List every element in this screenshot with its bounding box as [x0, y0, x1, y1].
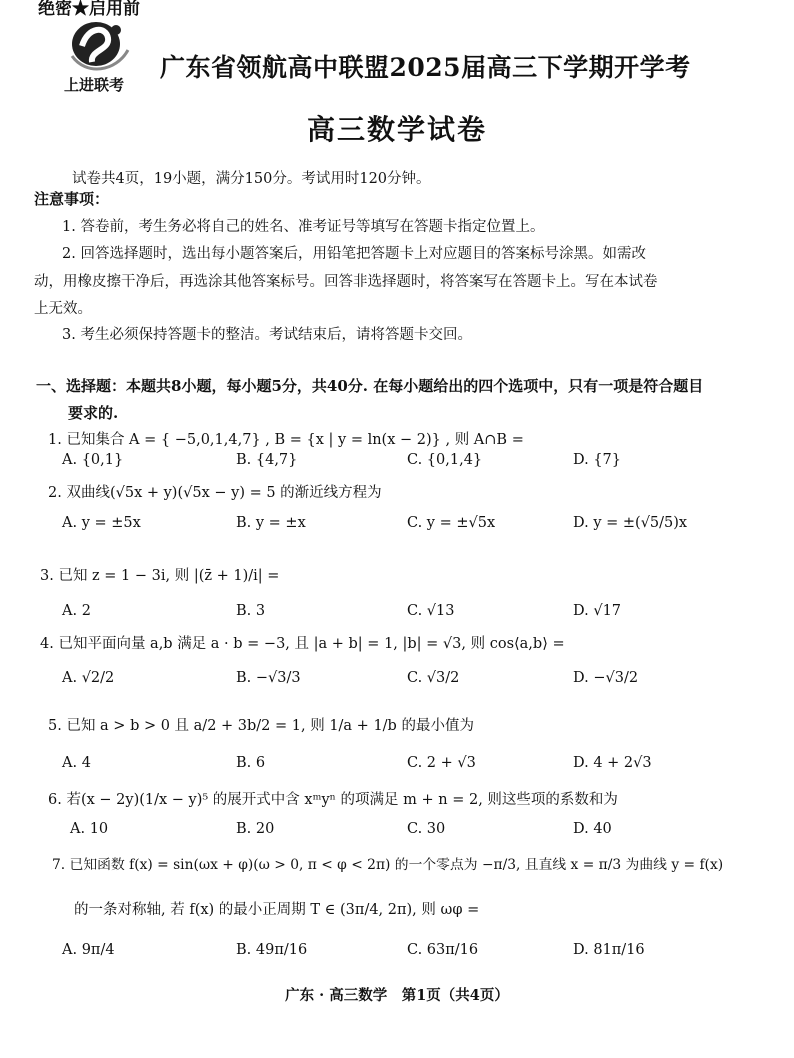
q7-option-d: D. 81π/16: [573, 942, 645, 958]
question-2: 2. 双曲线(√5x + y)(√5x − y) = 5 的渐近线方程为: [48, 485, 382, 501]
section-heading-cont: 要求的.: [68, 404, 119, 422]
q4-option-c: C. √3/2: [407, 670, 460, 686]
q2-option-d: D. y = ±(√5/5)x: [573, 515, 688, 531]
notice-item-1: 1. 答卷前，考生务必将自己的姓名、准考证号等填写在答题卡指定位置上。: [62, 219, 545, 235]
question-6: 6. 若(x − 2y)(1/x − y)⁵ 的展开式中含 xᵐyⁿ 的项满足 m + n = 2, 则这些项的系数和为: [48, 792, 618, 808]
exam-title: 广东省领航高中联盟2025届高三下学期开学考: [160, 53, 691, 82]
q5-option-c: C. 2 + √3: [407, 755, 476, 771]
question-4: 4. 已知平面向量 a,b 满足 a · b = −3, 且 |a + b| = 1, |b| = √3, 则 cos⟨a,b⟩ =: [40, 636, 565, 652]
q2-option-a: A. y = ±5x: [62, 515, 141, 531]
q3-option-b: B. 3: [236, 603, 266, 619]
question-5: 5. 已知 a > b > 0 且 a/2 + 3b/2 = 1, 则 1/a + 1/b 的最小值为: [48, 718, 474, 734]
q5-option-d: D. 4 + 2√3: [573, 755, 652, 771]
q3-option-a: A. 2: [62, 603, 91, 619]
question-7-cont: 的一条对称轴, 若 f(x) 的最小正周期 T ∈ (3π/4, 2π), 则 ωφ =: [74, 902, 480, 918]
q3-option-d: D. √17: [573, 603, 622, 619]
question-7: 7. 已知函数 f(x) = sin(ωx + φ)(ω > 0, π < φ < 2π) 的一个零点为 −π/3, 且直线 x = π/3 为曲线 y = f(x): [52, 857, 724, 873]
paper-title: 高三数学试卷: [306, 113, 487, 146]
exam-logo: [66, 16, 136, 94]
q1-option-c: C. {0,1,4}: [407, 452, 483, 468]
q6-option-d: D. 40: [573, 821, 612, 837]
notice-item-3: 3. 考生必须保持答题卡的整洁。考试结束后，请将答题卡交回。: [62, 327, 472, 343]
question-3: 3. 已知 z = 1 − 3i, 则 |(z̄ + 1)/i| =: [40, 568, 280, 584]
logo-text: 上进联考: [64, 76, 125, 94]
q4-option-a: A. √2/2: [62, 670, 115, 686]
notice-item-2-line-2: 动，用橡皮擦干净后，再选涂其他答案标号。回答非选择题时，将答案写在答题卡上。写在本试卷: [34, 274, 658, 290]
q4-option-d: D. −√3/2: [573, 670, 639, 686]
q3-option-c: C. √13: [407, 603, 455, 619]
q1-option-b: B. {4,7}: [236, 452, 298, 468]
q2-option-c: C. y = ±√5x: [407, 515, 496, 531]
page-footer: 广东 · 高三数学 第1页（共4页）: [285, 987, 509, 1004]
notice-item-2-line-3: 上无效。: [34, 301, 92, 317]
q7-option-a: A. 9π/4: [62, 942, 115, 958]
notice-heading: 注意事项：: [34, 190, 110, 208]
q4-option-b: B. −√3/3: [236, 670, 301, 686]
q7-option-c: C. 63π/16: [407, 942, 479, 958]
q6-option-c: C. 30: [407, 821, 446, 837]
notice-item-2-line-1: 2. 回答选择题时，选出每小题答案后，用铅笔把答题卡上对应题目的答案标号涂黑。如需改: [62, 246, 646, 262]
q6-option-a: A. 10: [70, 821, 109, 837]
q2-option-b: B. y = ±x: [236, 515, 306, 531]
section-heading: 一、选择题：本题共8小题，每小题5分，共40分. 在每小题给出的四个选项中，只有一项是符合题目: [36, 377, 704, 395]
q5-option-a: A. 4: [62, 755, 91, 771]
q1-option-d: D. {7}: [573, 452, 622, 468]
q7-option-b: B. 49π/16: [236, 942, 308, 958]
exam-info: 试卷共4页，19小题，满分150分。考试用时120分钟。: [72, 171, 431, 187]
confidential-label: 绝密★启用前: [38, 0, 140, 19]
q1-option-a: A. {0,1}: [62, 452, 124, 468]
q5-option-b: B. 6: [236, 755, 266, 771]
question-1: 1. 已知集合 A = { −5,0,1,4,7} , B = {x | y = ln(x − 2)} , 则 A∩B =: [48, 432, 524, 448]
q6-option-b: B. 20: [236, 821, 275, 837]
